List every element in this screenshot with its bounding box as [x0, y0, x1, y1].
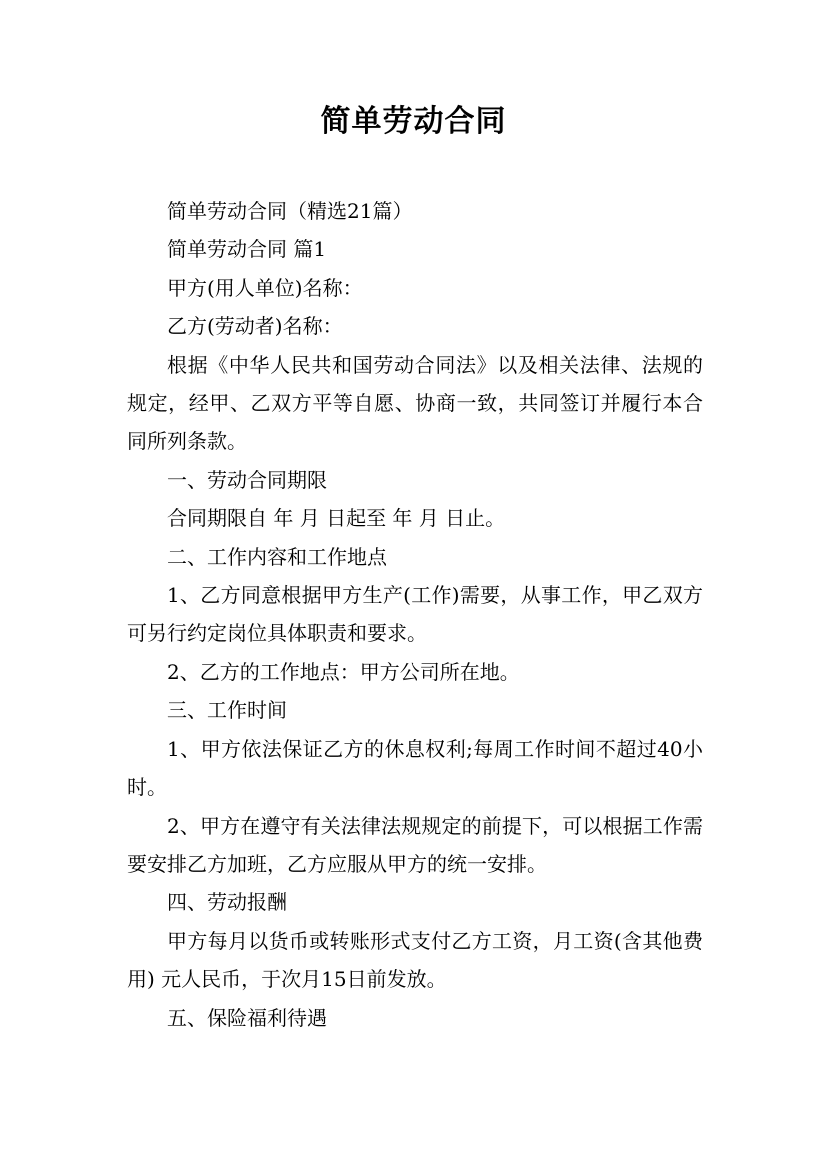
document-title: 简单劳动合同	[320, 104, 507, 139]
heading-remuneration: 四、劳动报酬	[167, 890, 287, 915]
paragraph-work-content-1: 1、乙方同意根据甲方生产(工作)需要，从事工作，甲乙双方可另行约定岗位具体职责和要求。	[127, 583, 703, 646]
heading-contract-term: 一、劳动合同期限	[167, 467, 327, 492]
heading-work-hours: 三、工作时间	[167, 698, 287, 723]
paragraph-contract-term: 合同期限自 年 月 日起至 年 月 日止。	[167, 506, 506, 531]
heading-work-content: 二、工作内容和工作地点	[167, 544, 387, 569]
paragraph-work-hours-1: 1、甲方依法保证乙方的休息权利;每周工作时间不超过40小时。	[127, 736, 703, 800]
paragraph-work-hours-2: 2、甲方在遵守有关法律法规规定的前提下，可以根据工作需要安排乙方加班，乙方应服从甲方的统一安排。	[127, 813, 703, 876]
document-body	[127, 192, 703, 1037]
paragraph-party-a: 甲方(用人单位)名称：	[167, 275, 363, 300]
paragraph-preamble: 根据《中华人民共和国劳动合同法》以及相关法律、法规的规定，经甲、乙双方平等自愿、协商一致，共同签订并履行本合同所列条款。	[127, 352, 703, 454]
paragraph-subtitle: 简单劳动合同（精选21篇）	[167, 199, 413, 223]
paragraph-work-content-2: 2、乙方的工作地点：甲方公司所在地。	[167, 659, 520, 684]
paragraph-party-b: 乙方(劳动者)名称：	[167, 314, 343, 339]
paragraph-section-label: 简单劳动合同 篇1	[167, 237, 327, 262]
paragraph-remuneration: 甲方每月以货币或转账形式支付乙方工资，月工资(含其他费用) 元人民币，于次月15日前发放。	[127, 928, 703, 992]
heading-insurance-benefits: 五、保险福利待遇	[167, 1005, 327, 1030]
